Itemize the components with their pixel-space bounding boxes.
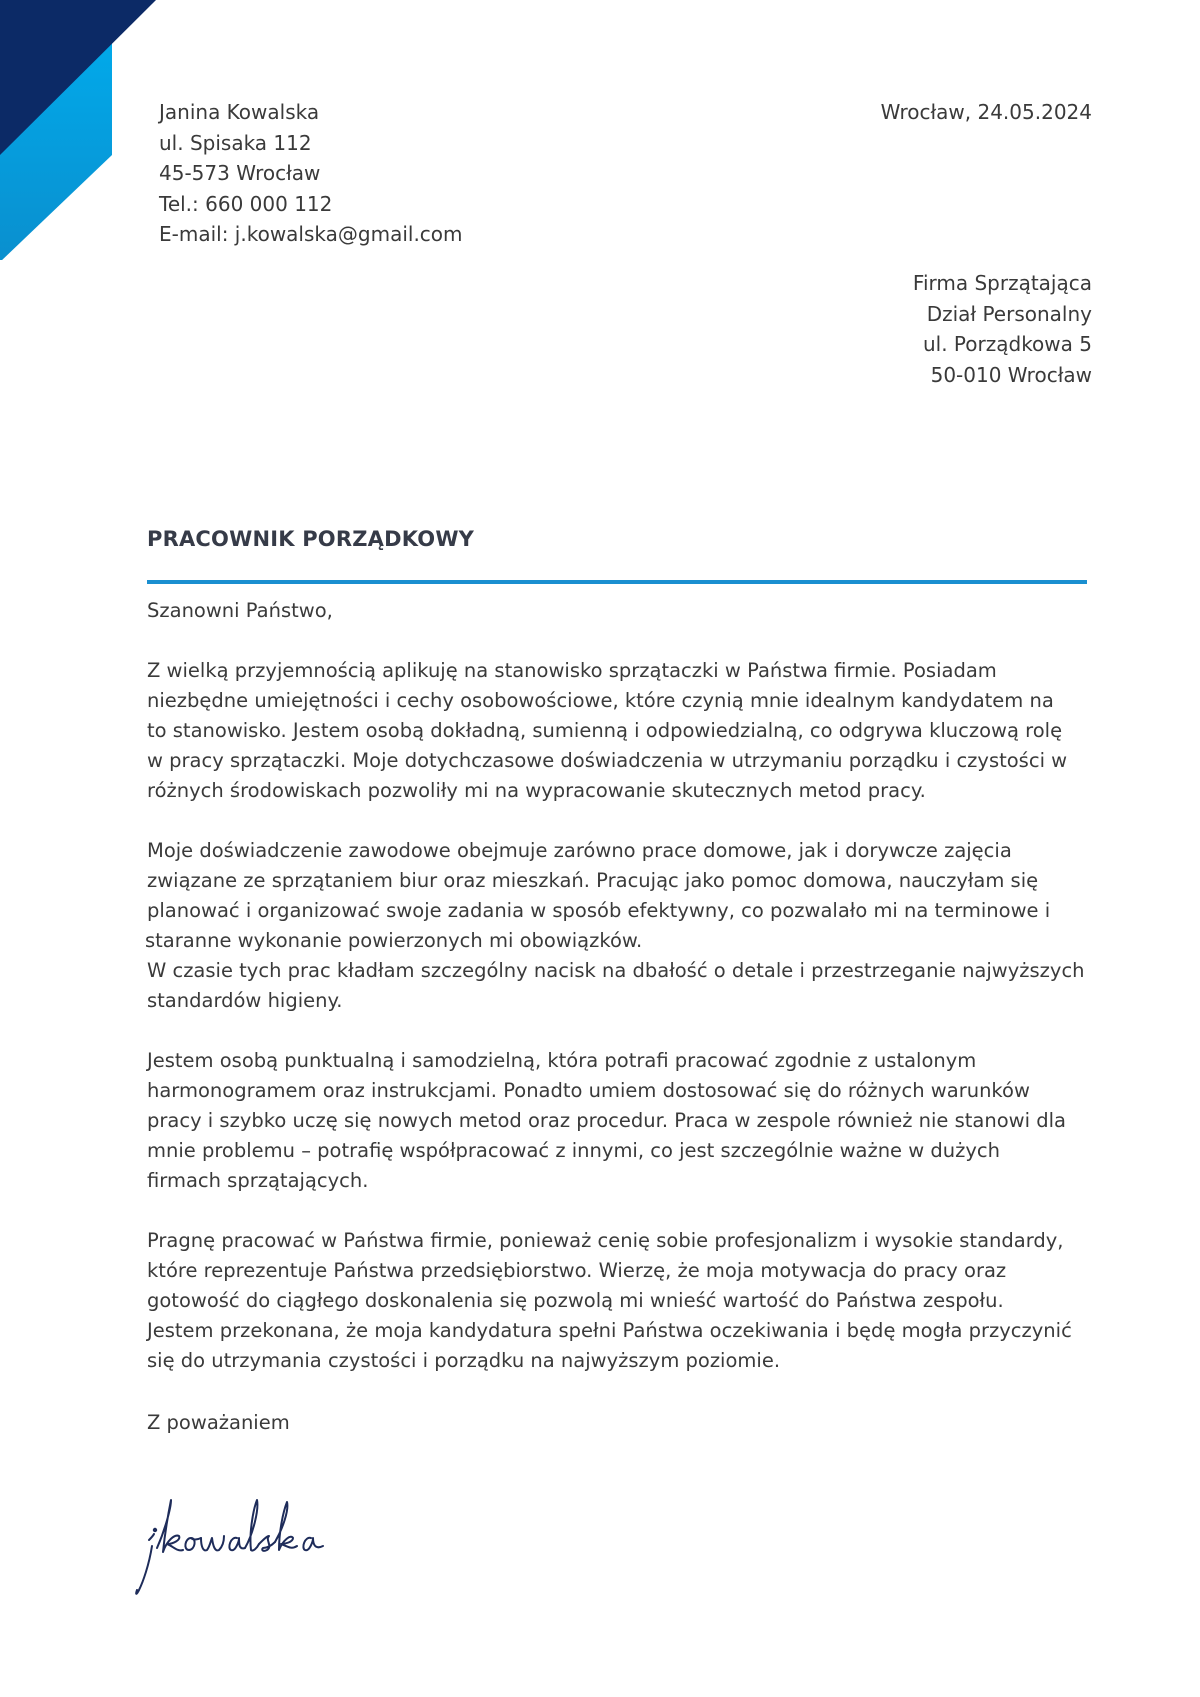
paragraph-line: związane ze sprzątaniem biur oraz mieszkań. Pracując jako pomoc domowa, nauczyłam się [147,869,1039,892]
sender-name: Janina Kowalska [159,100,320,124]
recipient-address [913,268,1092,390]
paragraph-3 [147,1046,1097,1196]
paragraph-line: W czasie tych prac kładłam szczególny nacisk na dbałość o detale i przestrzeganie najwyższych [147,959,1085,982]
paragraph-line: Jestem osobą punktualną i samodzielną, która potrafi pracować zgodnie z ustalonym [147,1049,977,1072]
paragraph-line: się do utrzymania czystości i porządku na najwyższym poziomie. [147,1349,781,1372]
paragraph-line: różnych środowiskach pozwoliły mi na wypracowanie skutecznych metod pracy. [147,779,926,802]
closing: Z poważaniem [147,1411,290,1434]
paragraph-line: które reprezentuje Państwa przedsiębiorstwo. Wierzę, że moja motywacja do pracy oraz [147,1259,1007,1282]
letter-body [147,596,1097,1406]
paragraph-line: mnie problemu – potrafię współpracować z innymi, co jest szczególnie ważne w dużych [147,1139,1000,1162]
paragraph-line: to stanowisko. Jestem osobą dokładną, sumienną i odpowiedzialną, co odgrywa kluczową rolę [147,719,1063,742]
paragraph-line: harmonogramem oraz instrukcjami. Ponadto umiem dostosować się do różnych warunków [147,1079,1030,1102]
paragraph-line: planować i organizować swoje zadania w sposób efektywny, co pozwalało mi na terminowe i [147,899,1051,922]
paragraph-line: pracy i szybko uczę się nowych metod oraz procedur. Praca w zespole również nie stanowi dla [147,1109,1066,1132]
paragraph-line: w pracy sprzątaczki. Moje dotychczasowe doświadczenia w utrzymaniu porządku i czystości w [147,749,1068,772]
sender-city: 45-573 Wrocław [159,161,321,185]
paragraph-line: Pragnę pracować w Państwa firmie, ponieważ cenię sobie profesjonalizm i wysokie standardy, [147,1229,1064,1252]
recipient-company: Firma Sprzątająca [912,271,1092,295]
sender-phone: Tel.: 660 000 112 [159,191,333,216]
handwritten-signature [135,1490,375,1600]
sender-address [159,97,463,250]
corner-decoration [0,0,160,260]
recipient-street: ul. Porządkowa 5 [922,332,1092,356]
sender-email: E-mail: j.kowalska@gmail.com [159,222,463,246]
paragraph-line: standardów higieny. [147,989,343,1012]
paragraph-2 [147,836,1097,1016]
letter-date [881,97,1092,128]
paragraph-line: Moje doświadczenie zawodowe obejmuje zarówno prace domowe, jak i dorywcze zajęcia [147,839,1012,862]
paragraph-1 [147,656,1097,806]
paragraph-line: staranne wykonanie powierzonych mi obowiązków. [145,929,643,952]
sender-street: ul. Spisaka 112 [159,130,312,155]
title-divider [147,580,1087,584]
letter-title: PRACOWNIK PORZĄDKOWY [147,527,475,551]
paragraph-line: Z wielką przyjemnością aplikuję na stanowisko sprzątaczki w Państwa firmie. Posiadam [147,659,997,682]
paragraph-line: Jestem przekonana, że moja kandydatura spełni Państwa oczekiwania i będę mogła przyczynić [147,1319,1072,1342]
salutation-text: Szanowni Państwo, [147,599,333,622]
paragraph-line: niezbędne umiejętności i cechy osobowościowe, które czynią mnie idealnym kandydatem na [147,689,1054,712]
paragraph-line: gotowość do ciągłego doskonalenia się pozwolą mi wnieść wartość do Państwa zespołu. [147,1289,1004,1312]
paragraph-line: firmach sprzątających. [147,1169,369,1192]
date-text: Wrocław, 24.05.2024 [880,100,1092,124]
recipient-department: Dział Personalny [926,301,1092,326]
salutation [147,596,1097,626]
recipient-city: 50-010 Wrocław [930,362,1092,387]
paragraph-4 [147,1226,1097,1376]
